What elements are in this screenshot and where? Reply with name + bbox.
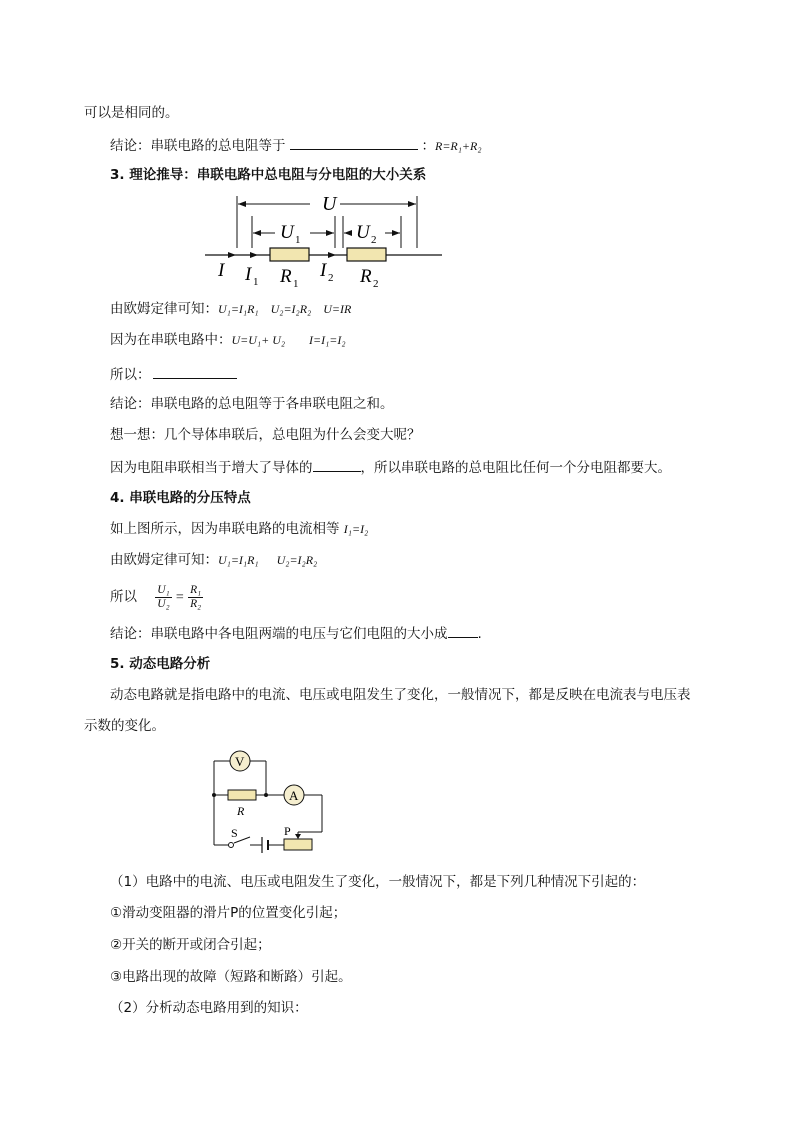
label-i2: I bbox=[320, 260, 327, 281]
label-s: S bbox=[231, 826, 238, 840]
label-i: I bbox=[218, 260, 225, 281]
fraction-u bbox=[155, 584, 171, 611]
paragraph-line: 动态电路就是指电路中的电流、电压或电阻发生了变化，一般情况下，都是反映在电流表与电压表 bbox=[110, 687, 691, 703]
so-text: 所以： bbox=[110, 367, 151, 383]
label-u1: U bbox=[280, 222, 294, 243]
ohm-law-line bbox=[110, 300, 351, 318]
series-circuit-diagram bbox=[200, 190, 450, 290]
label-r1-sub: 1 bbox=[293, 278, 299, 290]
dynamic-circuit-diagram bbox=[200, 745, 350, 860]
formula: U=U₁+ U₂ I=I₁=I₂ bbox=[231, 333, 346, 347]
label-a: A bbox=[289, 788, 299, 803]
so-line bbox=[110, 364, 237, 384]
list-item: ①滑动变阻器的滑片P的位置变化引起； bbox=[110, 905, 347, 921]
fraction-numerator: R₁ bbox=[190, 583, 202, 596]
conclusion-text: 结论：串联电路中各电阻两端的电压与它们电阻的大小成 bbox=[110, 626, 448, 642]
list-item: （2）分析动态电路用到的知识： bbox=[110, 1000, 308, 1016]
label-i2-sub: 2 bbox=[328, 272, 334, 284]
formula: I₁=I₂ bbox=[343, 522, 369, 536]
conclusion-line bbox=[110, 623, 482, 643]
resistor-r2 bbox=[347, 248, 386, 261]
fraction-denominator: U₂ bbox=[157, 597, 170, 610]
resistor-r1 bbox=[270, 248, 309, 261]
section-heading: 4. 串联电路的分压特点 bbox=[110, 490, 251, 506]
formula: R=R₁+R₂ bbox=[435, 139, 482, 153]
formula: U₁=I₁R₁ U₂=I₂R₂ bbox=[218, 553, 318, 567]
label-u1-sub: 1 bbox=[295, 234, 301, 246]
label-u2: U bbox=[356, 222, 370, 243]
resistor-r bbox=[228, 790, 256, 800]
answer-blank[interactable] bbox=[313, 457, 361, 472]
answer-blank[interactable] bbox=[448, 623, 478, 638]
label-p: P bbox=[284, 824, 291, 838]
answer-blank[interactable] bbox=[290, 135, 418, 150]
paragraph-line: 示数的变化。 bbox=[84, 718, 165, 734]
text: 如上图所示，因为串联电路的电流相等 bbox=[110, 521, 340, 537]
conclusion-text: 结论：串联电路的总电阻等于 bbox=[110, 138, 286, 154]
conclusion-line: 结论：串联电路的总电阻等于各串联电阻之和。 bbox=[110, 396, 394, 412]
fraction-denominator: R₂ bbox=[190, 597, 202, 610]
fraction-numerator: U₁ bbox=[157, 583, 170, 596]
because-text: 因为电阻串联相当于增大了导体的 bbox=[110, 460, 313, 476]
ratio-line: 所以 $\frac{\text{U₁}}{\text{U₂}}$ = $\frac{\text{R₁}}{\text{R₂}}$ bbox=[110, 583, 202, 610]
ohm-law-text: 由欧姆定律可知： bbox=[110, 301, 218, 317]
label-r1: R bbox=[280, 266, 292, 287]
label-v: V bbox=[235, 754, 245, 769]
because-line bbox=[110, 457, 671, 477]
section-heading: 3. 理论推导：串联电路中总电阻与分电阻的大小关系 bbox=[110, 167, 427, 183]
think-line: 想一想：几个导体串联后，总电阻为什么会变大呢？ bbox=[110, 427, 421, 443]
list-item: ②开关的断开或闭合引起； bbox=[110, 937, 271, 953]
ohm-law-line bbox=[110, 551, 317, 569]
label-u: U bbox=[322, 193, 337, 215]
conclusion-line: 结论：串联电路的总电阻等于 ：R=R₁+R₂ bbox=[110, 135, 482, 155]
answer-blank[interactable] bbox=[153, 364, 237, 379]
ohm-law-text: 由欧姆定律可知： bbox=[110, 552, 218, 568]
section-heading: 5. 动态电路分析 bbox=[110, 656, 211, 672]
rheostat bbox=[284, 839, 312, 850]
because-text-end: ，所以串联电路的总电阻比任何一个分电阻都要大。 bbox=[360, 460, 671, 476]
text-line: 可以是相同的。 bbox=[84, 105, 179, 121]
list-item: （1）电路中的电流、电压或电阻发生了变化，一般情况下，都是下列几种情况下引起的： bbox=[110, 874, 646, 890]
label-u2-sub: 2 bbox=[371, 234, 377, 246]
label-i1-sub: 1 bbox=[253, 276, 259, 288]
label-i1: I bbox=[245, 264, 252, 285]
label-r2: R bbox=[360, 266, 372, 287]
series-text: 因为在串联电路中： bbox=[110, 332, 232, 348]
period: . bbox=[477, 626, 482, 642]
series-line bbox=[110, 331, 346, 349]
formula: U₁=I₁R₁ U₂=I₂R₂ U=IR bbox=[218, 302, 352, 316]
so-text: 所以 bbox=[110, 589, 137, 605]
list-item: ③电路出现的故障（短路和断路）引起。 bbox=[110, 969, 352, 985]
text-line bbox=[110, 520, 368, 538]
label-r2-sub: 2 bbox=[373, 278, 379, 290]
label-r: R bbox=[237, 804, 245, 818]
fraction-r bbox=[188, 584, 203, 611]
